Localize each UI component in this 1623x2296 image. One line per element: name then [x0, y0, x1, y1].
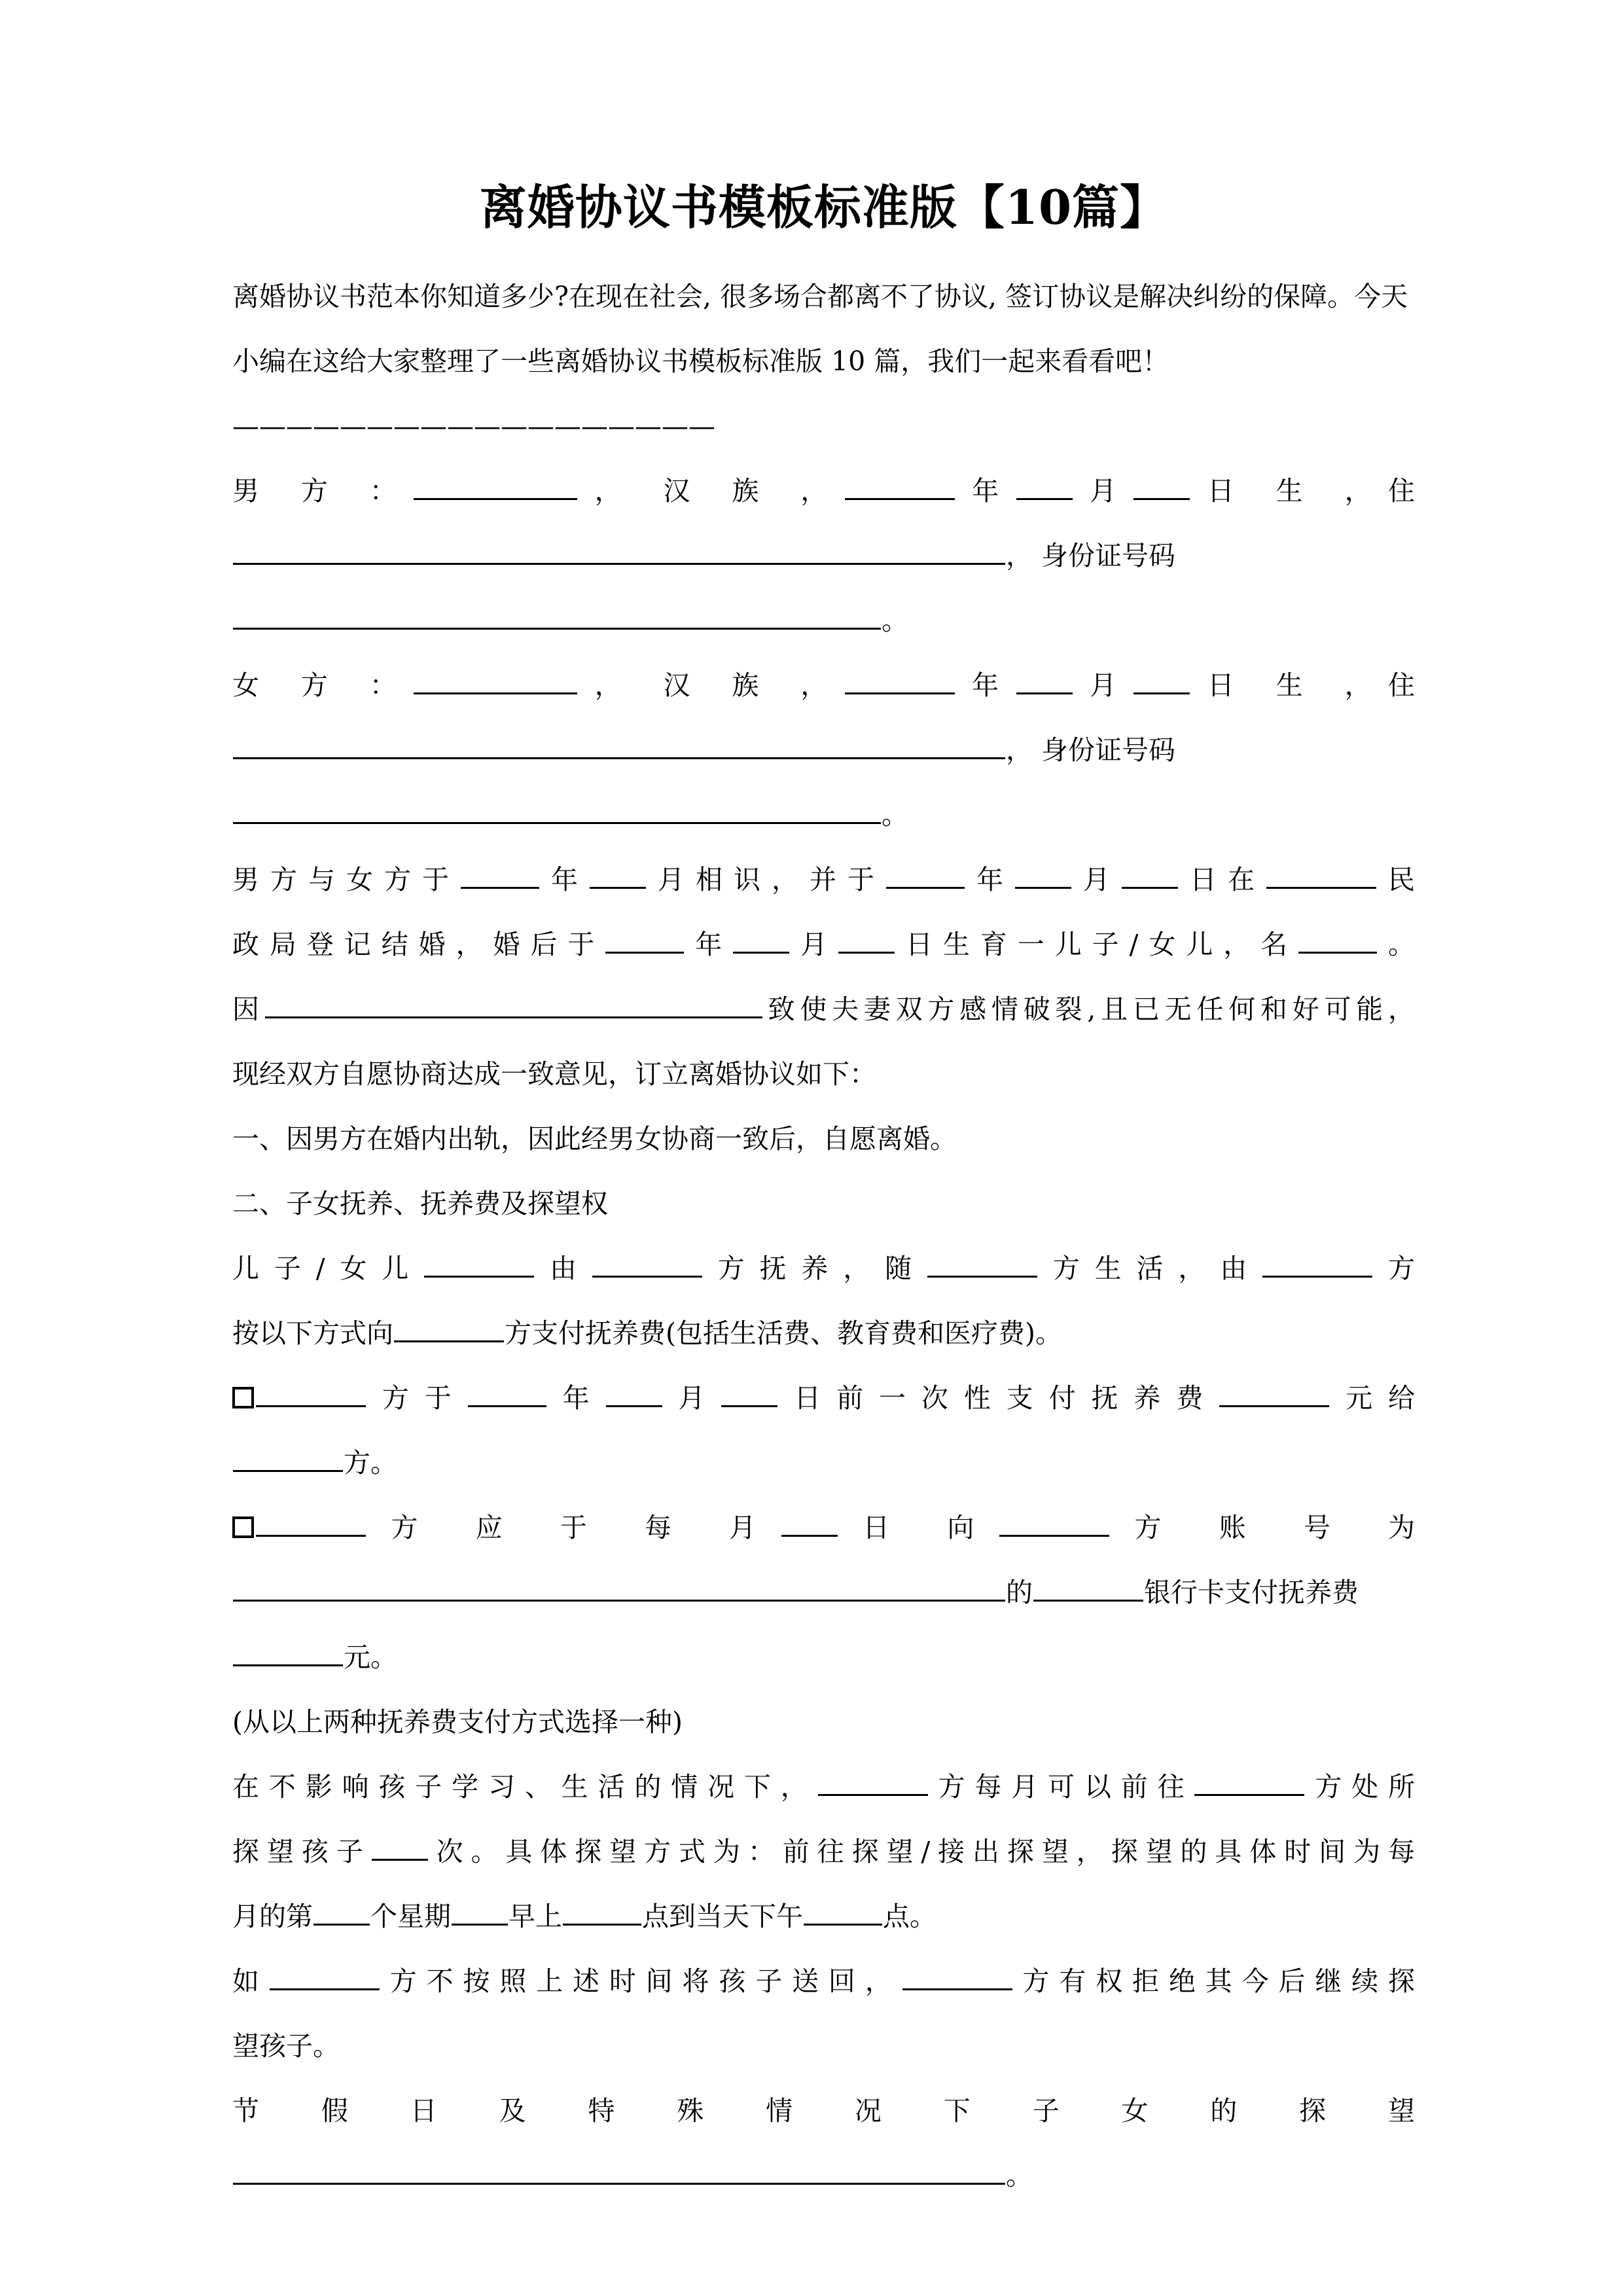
marriage-text-1: 政局登记结婚，婚后于: [232, 929, 605, 960]
option2-bank-blank[interactable]: [1033, 1572, 1143, 1602]
female-party-label: 女 方 ：: [232, 670, 414, 701]
option2-text-2: 日 向: [838, 1512, 999, 1543]
option1-text-3: 月: [662, 1382, 721, 1414]
male-residence-label: 住: [1388, 475, 1415, 507]
payment-option-one: [232, 1366, 1415, 1431]
visit-start-hour-blank[interactable]: [563, 1896, 641, 1926]
custody-text-2: 由: [535, 1253, 592, 1284]
male-line-period: 。: [882, 605, 908, 636]
female-birth-year-blank[interactable]: [845, 665, 955, 694]
custody-line: [232, 1236, 1415, 1301]
option2-party-blank[interactable]: [256, 1507, 366, 1537]
return-text-2: 方不按照上述时间将孩子送回，: [380, 1965, 902, 1997]
male-birth-day-blank[interactable]: [1133, 471, 1190, 500]
female-day-unit: 日 生 ，: [1190, 670, 1388, 701]
agreement-intro-line: 现经双方自愿协商达成一致意见，订立离婚协议如下：: [232, 1058, 876, 1090]
marriage-text-5: 。: [1378, 929, 1416, 960]
breakdown-reason-blank[interactable]: [265, 989, 762, 1018]
acquaintance-text-6: 日在: [1179, 864, 1266, 895]
marry-year-blank[interactable]: [886, 859, 965, 889]
acquaintance-text-1: 男方与女方于: [232, 864, 460, 895]
option2-text-5: 银行卡支付抚养费: [1144, 1577, 1359, 1608]
male-birth-year-blank[interactable]: [845, 471, 955, 500]
option1-year-blank[interactable]: [468, 1378, 546, 1407]
breakdown-text-2: 致使夫妻双方感情破裂,且已无任何和好可能，: [762, 994, 1416, 1025]
section-divider: ——————————————————: [232, 410, 715, 442]
checkbox-icon[interactable]: [232, 1516, 254, 1538]
male-party-label: 男 方 ：: [232, 475, 414, 507]
visit-weekday-blank[interactable]: [452, 1896, 508, 1926]
choose-one-note: (从以上两种抚养费支付方式选择一种): [232, 1706, 683, 1738]
female-id-blank[interactable]: [233, 795, 881, 824]
support-receiver-blank[interactable]: [394, 1313, 504, 1342]
visitation-text-4: 探望孩子: [232, 1836, 371, 1867]
male-name-blank[interactable]: [414, 471, 577, 500]
option2-day-blank[interactable]: [781, 1507, 838, 1537]
acquaintance-text-7: 民: [1377, 864, 1415, 895]
female-party-line: [232, 653, 1415, 718]
option1-text-5: 元给: [1330, 1382, 1416, 1414]
female-year-unit: 年: [955, 670, 1016, 701]
female-address-blank[interactable]: [233, 730, 1005, 759]
male-year-unit: 年: [955, 475, 1016, 507]
visitation-text-3: 方处所: [1305, 1771, 1416, 1803]
holiday-visitation-blank-line: [232, 2144, 1415, 2208]
birth-year-blank[interactable]: [605, 924, 684, 954]
document-body: [232, 264, 1415, 2208]
visitation-line-2: [232, 1820, 1415, 1884]
meet-month-blank[interactable]: [590, 859, 646, 889]
female-name-blank[interactable]: [414, 665, 577, 694]
option2-text-4: 的: [1006, 1577, 1033, 1608]
acquaintance-line: [232, 848, 1415, 912]
option2-text-1: 方 应 于 每 月: [366, 1512, 781, 1543]
meet-year-blank[interactable]: [461, 859, 539, 889]
visitation-line-1: [232, 1755, 1415, 1820]
visitation-text-9: 点到当天下午: [642, 1901, 803, 1932]
registry-place-blank[interactable]: [1266, 859, 1376, 889]
female-id-label: ， 身份证号码: [1006, 734, 1176, 766]
male-party-line: [232, 459, 1415, 524]
option2-account-blank[interactable]: [233, 1572, 1005, 1602]
payment-option-two: [232, 1496, 1415, 1560]
birth-month-blank[interactable]: [733, 924, 789, 954]
option1-text-4: 日前一次性支付抚养费: [778, 1382, 1219, 1414]
option1-text-1: 方于: [366, 1382, 467, 1414]
acquaintance-text-5: 月: [1072, 864, 1121, 895]
payment-option-one-cont: [232, 1431, 1415, 1496]
visit-end-hour-blank[interactable]: [804, 1896, 882, 1926]
visiting-party-blank[interactable]: [818, 1767, 928, 1796]
visitation-text-2: 方每月可以前往: [928, 1771, 1194, 1803]
option1-day-blank[interactable]: [721, 1378, 777, 1407]
option1-receiver-blank[interactable]: [233, 1443, 343, 1472]
return-child-line-cont: 望孩子。: [232, 2030, 340, 2062]
marry-month-blank[interactable]: [1015, 859, 1071, 889]
support-text-1: 按以下方式向: [232, 1318, 393, 1349]
male-id-blank[interactable]: [233, 600, 881, 630]
marry-day-blank[interactable]: [1122, 859, 1178, 889]
custody-child-blank[interactable]: [424, 1248, 534, 1278]
payment-option-two-cont: [232, 1560, 1415, 1690]
breakdown-line: [232, 977, 1415, 1042]
option1-text-6: 方。: [344, 1447, 397, 1479]
visit-week-number-blank[interactable]: [313, 1896, 370, 1926]
paying-party-blank[interactable]: [1262, 1248, 1372, 1278]
birth-day-blank[interactable]: [838, 924, 895, 954]
visitation-text-5: 次。具体探望方式为：前往探望/接出探望，探望的具体时间为每: [428, 1836, 1416, 1867]
checkbox-icon[interactable]: [232, 1387, 254, 1408]
option2-receiver-blank[interactable]: [999, 1507, 1109, 1537]
return-party-blank[interactable]: [270, 1961, 380, 1990]
visitation-line-3: [232, 1884, 1415, 1949]
page-title: 离婚协议书模板标准版【10篇】: [479, 179, 1168, 235]
refusing-party-blank[interactable]: [902, 1961, 1012, 1990]
visited-party-blank[interactable]: [1194, 1767, 1304, 1796]
male-ethnicity-label: ， 汉 族 ，: [578, 475, 844, 507]
return-text-1: 如: [232, 1965, 269, 1997]
visit-count-blank[interactable]: [372, 1831, 428, 1861]
female-birth-month-blank[interactable]: [1016, 665, 1073, 694]
intro-paragraph: 离婚协议书范本你知道多少?在现在社会, 很多场合都离不了协议, 签订协议是解决纠纷的保障。今天小编在这给大家整理了一些离婚协议书模板标准版 10 篇，我们一起来看看吧！: [232, 281, 1408, 377]
holiday-period: 。: [1006, 2160, 1033, 2191]
custody-text-1: 儿子/女儿: [232, 1253, 424, 1284]
acquaintance-text-3: 月相识，并于: [647, 864, 885, 895]
acquaintance-text-2: 年: [540, 864, 589, 895]
custody-text-3: 方抚养，随: [702, 1253, 927, 1284]
breakdown-text-1: 因: [232, 994, 264, 1025]
return-text-3: 方有权拒绝其今后继续探: [1012, 1965, 1416, 1997]
option2-text-3: 方 账 号 为: [1109, 1512, 1415, 1543]
option1-amount-blank[interactable]: [1219, 1378, 1329, 1407]
option2-text-6: 元。: [344, 1641, 397, 1673]
option1-text-2: 年: [546, 1382, 605, 1414]
male-day-unit: 日 生 ，: [1190, 475, 1388, 507]
support-text-2: 方支付抚养费(包括生活费、教育费和医疗费)。: [505, 1318, 1062, 1349]
visitation-text-7: 个星期: [370, 1901, 451, 1932]
visitation-text-6: 月的第: [232, 1901, 313, 1932]
custody-party-blank[interactable]: [592, 1248, 702, 1278]
visitation-text-10: 点。: [883, 1901, 936, 1932]
marriage-text-3: 月: [790, 929, 838, 960]
marriage-line: [232, 912, 1415, 977]
marriage-text-4: 日生育一儿子/女儿，名: [895, 929, 1298, 960]
option1-month-blank[interactable]: [606, 1378, 662, 1407]
custody-text-5: 方: [1373, 1253, 1415, 1284]
holiday-visitation-line: 节 假 日 及 特 殊 情 况 下 子 女 的 探 望: [232, 2095, 1415, 2126]
option2-amount-blank[interactable]: [233, 1637, 343, 1666]
female-month-unit: 月: [1073, 670, 1133, 701]
male-birth-month-blank[interactable]: [1016, 471, 1073, 500]
clause-two-title: 二、子女抚养、抚养费及探望权: [232, 1188, 608, 1219]
marriage-text-2: 年: [685, 929, 733, 960]
male-party-id-line: [232, 524, 1415, 653]
support-method-line: [232, 1301, 1415, 1366]
return-child-line: [232, 1949, 1415, 2014]
option1-party-blank[interactable]: [256, 1378, 366, 1407]
female-party-id-line: [232, 718, 1415, 848]
male-id-label: ， 身份证号码: [1006, 540, 1176, 571]
visitation-text-8: 早上: [508, 1901, 562, 1932]
male-month-unit: 月: [1073, 475, 1133, 507]
child-name-blank[interactable]: [1298, 924, 1377, 954]
acquaintance-text-4: 年: [965, 864, 1014, 895]
female-residence-label: 住: [1388, 670, 1415, 701]
female-line-period: 。: [882, 799, 908, 831]
holiday-arrangement-blank[interactable]: [233, 2155, 1005, 2185]
clause-one: 一、因男方在婚内出轨，因此经男女协商一致后，自愿离婚。: [232, 1123, 957, 1155]
male-address-blank[interactable]: [233, 535, 1005, 565]
female-ethnicity-label: ， 汉 族 ，: [578, 670, 844, 701]
visitation-text-1: 在不影响孩子学习、生活的情况下，: [232, 1771, 817, 1803]
custody-text-4: 方生活，由: [1037, 1253, 1262, 1284]
female-birth-day-blank[interactable]: [1133, 665, 1190, 694]
living-party-blank[interactable]: [927, 1248, 1037, 1278]
